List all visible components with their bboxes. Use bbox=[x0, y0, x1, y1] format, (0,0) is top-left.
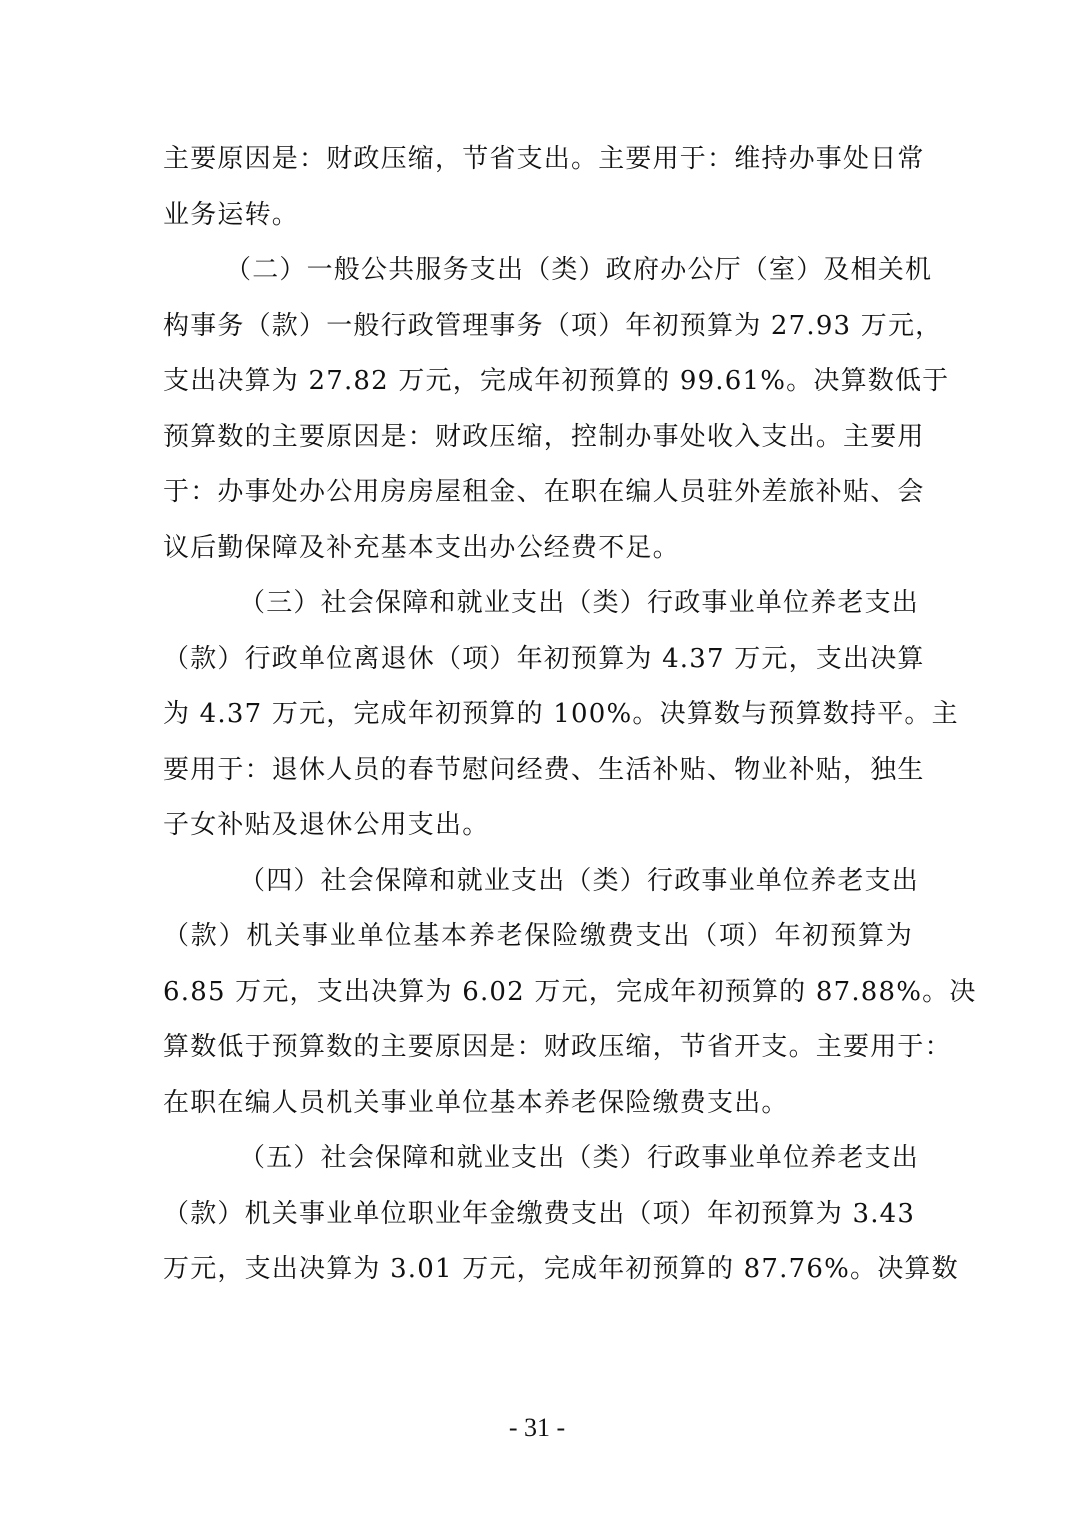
text-line: 主要原因是：财政压缩，节省支出。主要用于：维持办事处日常 bbox=[163, 144, 925, 174]
text-line: （款）行政单位离退休（项）年初预算为 4.37 万元，支出决算 bbox=[163, 643, 925, 674]
paragraph-heading-line: （三）社会保障和就业支出（类）行政事业单位养老支出 bbox=[239, 588, 920, 618]
text-line: 为 4.37 万元，完成年初预算的 100%。决算数与预算数持平。主 bbox=[163, 699, 959, 729]
text-line: 构事务（款）一般行政管理事务（项）年初预算为 27.93 万元， bbox=[163, 310, 943, 341]
text-line: 6.85 万元，支出决算为 6.02 万元，完成年初预算的 87.88%。决 bbox=[163, 976, 977, 1007]
text-line: 预算数的主要原因是：财政压缩，控制办事处收入支出。主要用 bbox=[163, 421, 925, 452]
paragraph-heading-line: （二）一般公共服务支出（类）政府办公厅（室）及相关机 bbox=[225, 255, 933, 285]
text-line: 子女补贴及退休公用支出。 bbox=[163, 810, 490, 840]
text-line: 万元，支出决算为 3.01 万元，完成年初预算的 87.76%。决算数 bbox=[163, 1254, 959, 1284]
text-line: 要用于：退休人员的春节慰问经费、生活补贴、物业补贴，独生 bbox=[163, 754, 925, 785]
text-line: 支出决算为 27.82 万元，完成年初预算的 99.61%。决算数低于 bbox=[163, 366, 950, 396]
text-line: 在职在编人员机关事业单位基本养老保险缴费支出。 bbox=[163, 1087, 789, 1118]
text-line: （款）机关事业单位基本养老保险缴费支出（项）年初预算为 bbox=[163, 921, 913, 951]
text-line: （款）机关事业单位职业年金缴费支出（项）年初预算为 3.43 bbox=[163, 1198, 916, 1229]
paragraph-heading-line: （四）社会保障和就业支出（类）行政事业单位养老支出 bbox=[239, 865, 920, 896]
text-line: 于：办事处办公用房房屋租金、在职在编人员驻外差旅补贴、会 bbox=[163, 477, 925, 507]
paragraph-heading-line: （五）社会保障和就业支出（类）行政事业单位养老支出 bbox=[239, 1143, 920, 1173]
text-line: 议后勤保障及补充基本支出办公经费不足。 bbox=[163, 532, 680, 563]
body-text bbox=[163, 132, 977, 1298]
text-line: 算数低于预算数的主要原因是：财政压缩，节省开支。主要用于： bbox=[163, 1032, 952, 1062]
text-line: 业务运转。 bbox=[163, 199, 300, 230]
page-number: - 31 - bbox=[508, 1413, 566, 1442]
